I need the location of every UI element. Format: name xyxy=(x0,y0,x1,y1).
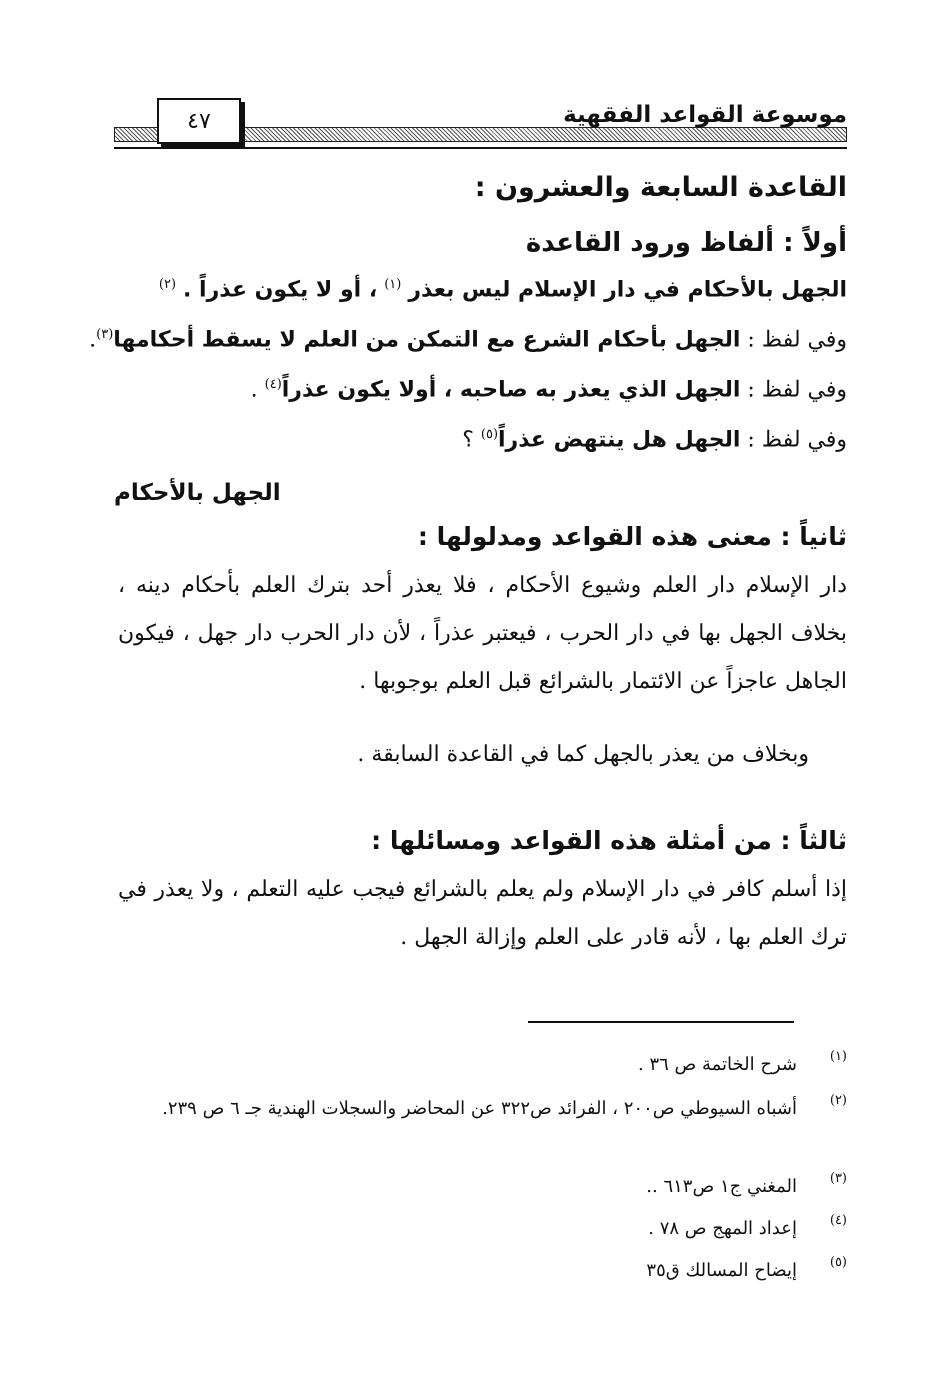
variant-text: الجهل الذي يعذر به صاحبه ، أولا يكون عذراً xyxy=(281,377,741,403)
footnote-item xyxy=(110,1092,847,1126)
main-wording: الجهل بالأحكام في دار الإسلام ليس بعذر xyxy=(408,277,847,303)
section2-heading: ثانياً : معنى هذه القواعد ومدلولها : xyxy=(417,522,847,551)
variant-prefix: وفي لفظ : xyxy=(740,427,847,453)
footnote-number: (٣) xyxy=(829,1171,847,1186)
footnote-separator xyxy=(528,1021,794,1023)
variant-prefix: وفي لفظ : xyxy=(740,377,847,403)
variant-text: الجهل بأحكام الشرع مع التمكن من العلم لا يسقط أحكامها xyxy=(113,327,741,353)
main-wording-alt: ، أو لا يكون عذراً . xyxy=(183,277,378,303)
footnote-item xyxy=(110,1170,847,1204)
footnote-text: إعداد المهج ص ٧٨ . xyxy=(648,1218,797,1239)
footnote-text: إيضاح المسالك ق٣٥ xyxy=(646,1260,797,1281)
footnote-item xyxy=(110,1048,847,1082)
variant-suffix: ؟ xyxy=(462,427,481,453)
section1-heading: أولاً : ألفاظ ورود القاعدة xyxy=(525,228,847,258)
footnote-number: (٤) xyxy=(829,1213,847,1228)
footnote-number: (٥) xyxy=(829,1255,847,1270)
section3-heading: ثالثاً : من أمثلة هذه القواعد ومسائلها : xyxy=(371,826,847,855)
rule-heading: القاعدة السابعة والعشرون : xyxy=(474,172,847,203)
footnote-text: شرح الخاتمة ص ٣٦ . xyxy=(637,1054,797,1075)
section3-paragraph: إذا أسلم كافر في دار الإسلام ولم يعلم بالشرائع فيجب عليه التعلم ، ولا يعذر في ترك العلم بها ، لأنه قادر على العلم وإزالة الجهل . xyxy=(118,877,847,950)
footnote-ref-2: (٢) xyxy=(158,277,177,292)
variant-line xyxy=(89,327,847,352)
variant-line xyxy=(462,427,847,452)
footnote-ref-1: (١) xyxy=(384,277,402,292)
footnote-number: (٢) xyxy=(829,1093,847,1108)
footnote-number: (١) xyxy=(829,1049,847,1064)
footnote-text: أشباه السيوطي ص٢٠٠ ، الفرائد ص٣٢٢ عن المحاضر والسجلات الهندية جـ ٦ ص ٢٣٩. xyxy=(162,1098,797,1119)
footnote-ref-5: (٥) xyxy=(480,427,499,442)
running-title: موسوعة القواعد الفقهية xyxy=(563,102,847,128)
page-number-box xyxy=(157,98,241,144)
variant-prefix: وفي لفظ : xyxy=(740,327,847,353)
header-rule xyxy=(114,147,847,149)
section2-paragraph-2: وبخلاف من يعذر بالجهل كما في القاعدة السابقة . xyxy=(357,742,809,767)
variant-suffix: . xyxy=(250,377,265,403)
footnote-text: المغني ج١ ص٦١٣ .. xyxy=(646,1176,797,1197)
footnote-item xyxy=(110,1212,847,1246)
footnote-ref-3: (٣) xyxy=(96,327,114,342)
side-label: الجهل بالأحكام xyxy=(114,480,281,506)
section2-paragraph: دار الإسلام دار العلم وشيوع الأحكام ، فلا يعذر أحد بترك العلم بأحكام دينه ، بخلاف الجهل بها في دار الحرب ، فيعتبر عذراً ، لأن دار الحرب دار جهل ، فيكون الجاهل عاجزاً عن الائتمار بالشرائع قبل العلم بوجوبها . xyxy=(118,573,847,694)
footnote-item xyxy=(110,1254,847,1288)
main-wording-line xyxy=(159,277,847,302)
variant-line xyxy=(251,377,847,402)
variant-suffix: . xyxy=(89,327,97,353)
variant-text: الجهل هل ينتهض عذراً xyxy=(498,427,741,453)
footnote-ref-4: (٤) xyxy=(264,377,282,392)
page-number: ٤٧ xyxy=(187,108,211,134)
